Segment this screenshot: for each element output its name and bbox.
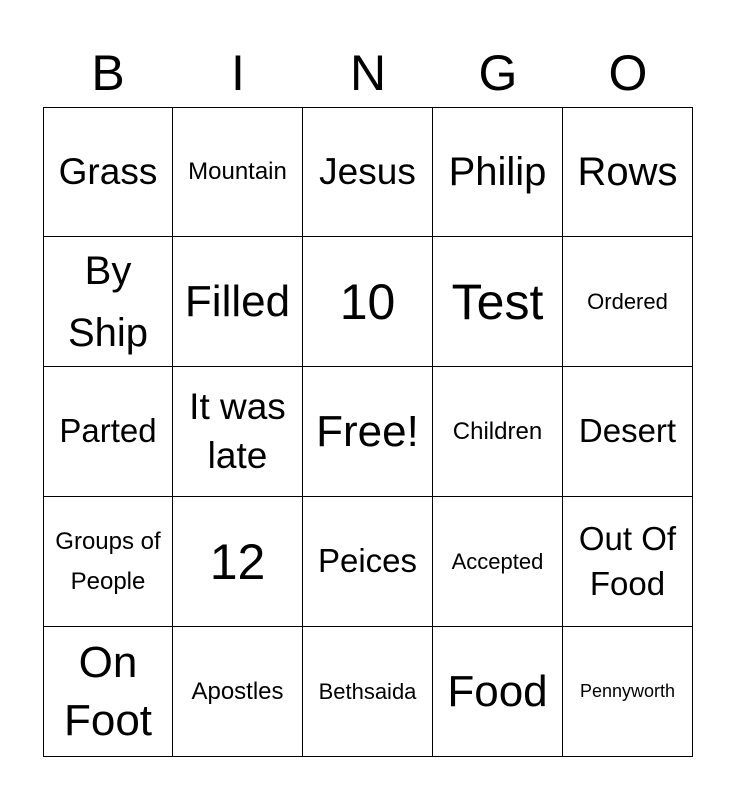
cell-label: 12 [209,533,266,590]
cell-label: Children [452,417,543,445]
cell-label: Free! [316,406,419,456]
bingo-cell-r3-c4[interactable] [433,367,563,497]
bingo-cell-r2-c1[interactable] [43,237,173,367]
bingo-cell-r4-c1[interactable] [43,497,173,627]
cell-label: Groups of People [55,527,161,595]
cell-label: Pennyworth [579,681,676,701]
header-letter-b: B [91,45,125,101]
bingo-cell-r1-c3[interactable] [303,107,433,237]
bingo-cell-r4-c4[interactable] [433,497,563,627]
bingo-cell-r3-c3[interactable] [303,367,433,497]
cell-label: Philip [448,150,547,194]
header-letter-g: G [478,45,518,101]
cell-label: Filled [184,276,291,326]
bingo-cell-r1-c4[interactable] [433,107,563,237]
bingo-cell-r4-c3[interactable] [303,497,433,627]
bingo-cell-r3-c2[interactable] [173,367,303,497]
bingo-cell-r1-c5[interactable] [563,107,693,237]
cell-label: Mountain [188,158,287,185]
bingo-cell-r2-c2[interactable] [173,237,303,367]
cell-label: Ordered [587,288,668,314]
bingo-cell-r2-c4[interactable] [433,237,563,367]
cell-label: Desert [578,412,677,450]
cell-label: Bethsaida [318,678,417,704]
cell-label: Parted [59,412,157,450]
bingo-cell-r4-c2[interactable] [173,497,303,627]
header-letter-o: O [608,45,648,101]
bingo-cell-r2-c5[interactable] [563,237,693,367]
bingo-cell-r1-c1[interactable] [43,107,173,237]
cell-label: 10 [339,273,396,330]
header-letter-n: N [349,45,387,101]
cell-label: Rows [577,150,678,194]
cell-label: Out Of Food [578,519,677,602]
cell-label: Food [447,666,548,716]
cell-label: Peices [317,542,418,580]
bingo-cell-r5-c2[interactable] [173,627,303,757]
cell-label: Apostles [191,677,284,705]
cell-label: On Foot [63,638,153,745]
bingo-header [43,40,693,106]
bingo-cell-r5-c5[interactable] [563,627,693,757]
header-letter-i: I [231,45,245,101]
cell-label: It was late [189,386,286,476]
cell-label: Test [451,273,544,330]
bingo-cell-r4-c5[interactable] [563,497,693,627]
bingo-cell-r3-c1[interactable] [43,367,173,497]
cell-label: Accepted [451,548,544,574]
bingo-cell-r5-c1[interactable] [43,627,173,757]
bingo-cell-r5-c3[interactable] [303,627,433,757]
bingo-cell-r2-c3[interactable] [303,237,433,367]
bingo-cell-r1-c2[interactable] [173,107,303,237]
bingo-cell-r3-c5[interactable] [563,367,693,497]
cell-label: Grass [58,150,158,192]
cell-label: Jesus [319,150,416,192]
cell-label: By Ship [67,248,149,355]
bingo-board [43,107,693,757]
bingo-cell-r5-c4[interactable] [433,627,563,757]
